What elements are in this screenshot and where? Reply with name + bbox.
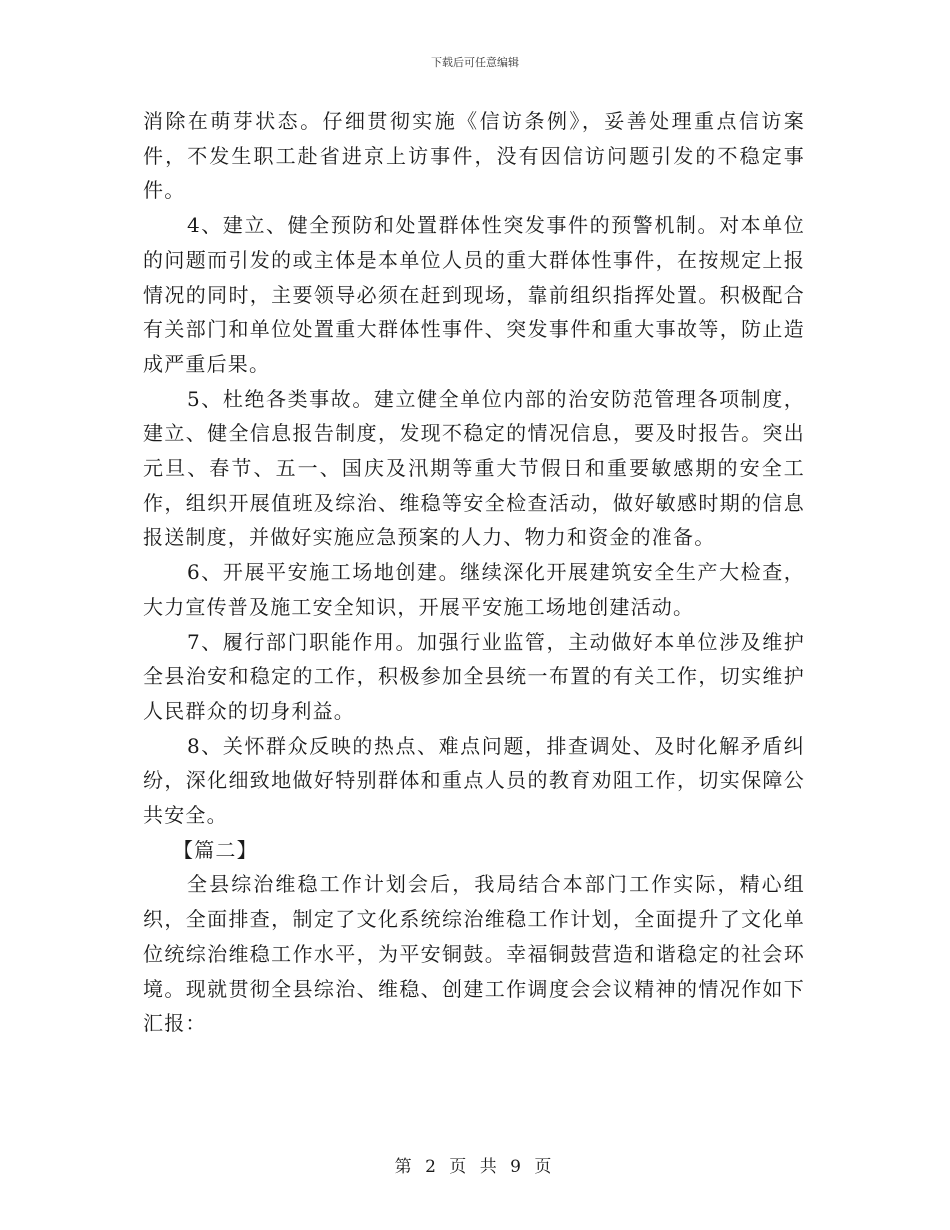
header-note: 下载后可任意编辑 [431,56,519,69]
paragraph-item-5: 5、杜绝各类事故。建立健全单位内部的治安防范管理各项制度，建立、健全信息报告制度，发现不稳定的情况信息，要及时报告。突出元旦、春节、五一、国庆及汛期等重大节假日和重要敏感期的安全工作，组织开展值班及综治、维稳等安全检查活动，做好敏感时期的信息报送制度，并做好实施应急预案的人力、物力和资金的准备。 [143,386,805,550]
paragraph-item-6: 6、开展平安施工场地创建。继续深化开展建筑安全生产大检查，大力宣传普及施工安全知识，开展平安施工场地创建活动。 [143,560,805,619]
document-body [143,104,805,1041]
section-heading: 【篇二】 [173,837,258,862]
paragraph-item-7: 7、履行部门职能作用。加强行业监管，主动做好本单位涉及维护全县治安和稳定的工作，积极参加全县统一布置的有关工作，切实维护人民群众的切身利益。 [143,629,805,723]
paragraph-section2-intro: 全县综治维稳工作计划会后，我局结合本部门工作实际，精心组织，全面排查，制定了文化系统综治维稳工作计划，全面提升了文化单位统综治维稳工作水平，为平安铜鼓。幸福铜鼓营造和谐稳定的社会环境。现就贯彻全县综治、维稳、创建工作调度会会议精神的情况作如下汇报： [143,872,805,1036]
paragraph-continuation: 消除在萌芽状态。仔细贯彻实施《信访条例》，妥善处理重点信访案件，不发生职工赴省进京上访事件，没有因信访问题引发的不稳定事件。 [143,109,805,203]
paragraph-item-8: 8、关怀群众反映的热点、难点问题，排查调处、及时化解矛盾纠纷，深化细致地做好特别群体和重点人员的教育劝阻工作，切实保障公共安全。 [143,733,805,828]
page-number-footer: 第 2 页 共 9 页 [394,1157,556,1177]
paragraph-item-4: 4、建立、健全预防和处置群体性突发事件的预警机制。对本单位的问题而引发的或主体是本单位人员的重大群体性事件，在按规定上报情况的同时，主要领导必须在赶到现场，靠前组织指挥处置。积极配合有关部门和单位处置重大群体性事件、突发事件和重大事故等，防止造成严重后果。 [143,213,805,376]
